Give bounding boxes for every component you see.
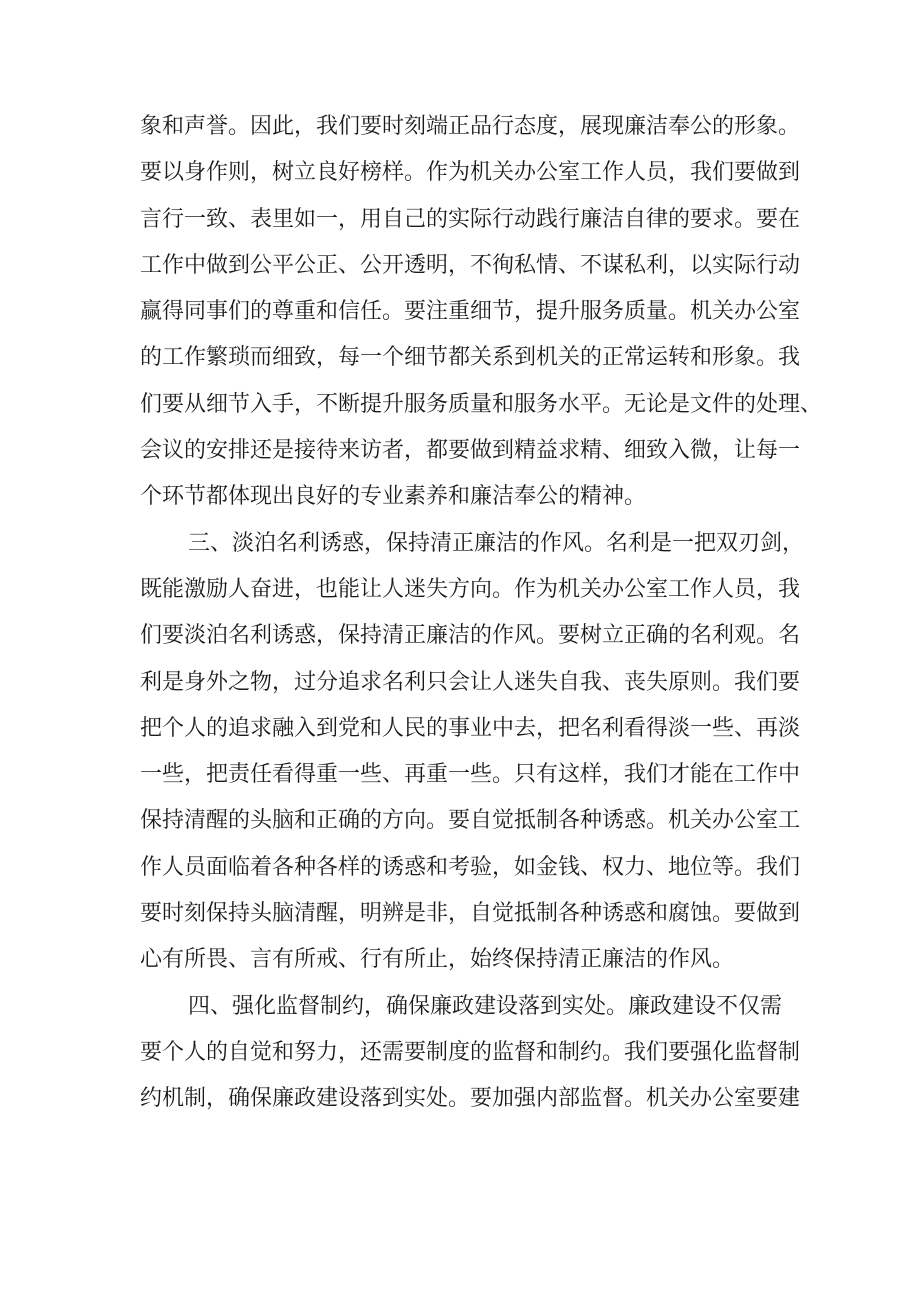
text-line: 们要从细节入手，不断提升服务质量和服务水平。无论是文件的处理、 (140, 391, 823, 417)
text-line: 象和声誉。因此，我们要时刻端正品行态度，展现廉洁奉公的形象。 (140, 114, 801, 139)
text-line: 要以身作则，树立良好榜样。作为机关办公室工作人员，我们要做到 (140, 160, 801, 186)
text-line: 利是身外之物，过分追求名利只会让人迷失自我、丧失原则。我们要 (140, 669, 801, 695)
text-line: 一些，把责任看得重一些、再重一些。只有这样，我们才能在工作中 (140, 762, 801, 788)
document-body (140, 104, 823, 1123)
section-heading-line: 三、淡泊名利诱惑，保持清正廉洁的作风。名利是一把双刃剑， (188, 530, 805, 556)
text-line: 言行一致、表里如一，用自己的实际行动践行廉洁自律的要求。要在 (140, 206, 801, 232)
text-line: 会议的安排还是接待来访者，都要做到精益求精、细致入微，让每一 (140, 438, 801, 464)
text-line: 赢得同事们的尊重和信任。要注重细节，提升服务质量。机关办公室 (140, 299, 801, 325)
text-line: 保持清醒的头脑和正确的方向。要自觉抵制各种诱惑。机关办公室工 (140, 808, 801, 834)
text-line: 既能激励人奋进，也能让人迷失方向。作为机关办公室工作人员，我 (140, 576, 801, 602)
text-line: 把个人的追求融入到党和人民的事业中去，把名利看得淡一些、再淡 (140, 715, 801, 741)
text-line: 工作中做到公平公正、公开透明，不徇私情、不谋私利，以实际行动 (140, 252, 801, 278)
text-line: 作人员面临着各种各样的诱惑和考验，如金钱、权力、地位等。我们 (140, 854, 801, 880)
section-heading-line: 四、强化监督制约，确保廉政建设落到实处。廉政建设不仅需 (188, 993, 783, 1019)
paragraph-end-line: 个环节都体现出良好的专业素养和廉洁奉公的精神。 (140, 484, 647, 510)
text-line: 们要淡泊名利诱惑，保持清正廉洁的作风。要树立正确的名利观。名 (140, 623, 801, 649)
text-line: 约机制，确保廉政建设落到实处。要加强内部监督。机关办公室要建 (140, 1086, 801, 1112)
text-line: 的工作繁琐而细致，每一个细节都关系到机关的正常运转和形象。我 (140, 345, 801, 371)
text-line: 要个人的自觉和努力，还需要制度的监督和制约。我们要强化监督制 (140, 1039, 801, 1065)
text-line: 要时刻保持头脑清醒，明辨是非，自觉抵制各种诱惑和腐蚀。要做到 (140, 901, 801, 927)
paragraph-end-line: 心有所畏、言有所戒、行有所止，始终保持清正廉洁的作风。 (140, 947, 735, 973)
